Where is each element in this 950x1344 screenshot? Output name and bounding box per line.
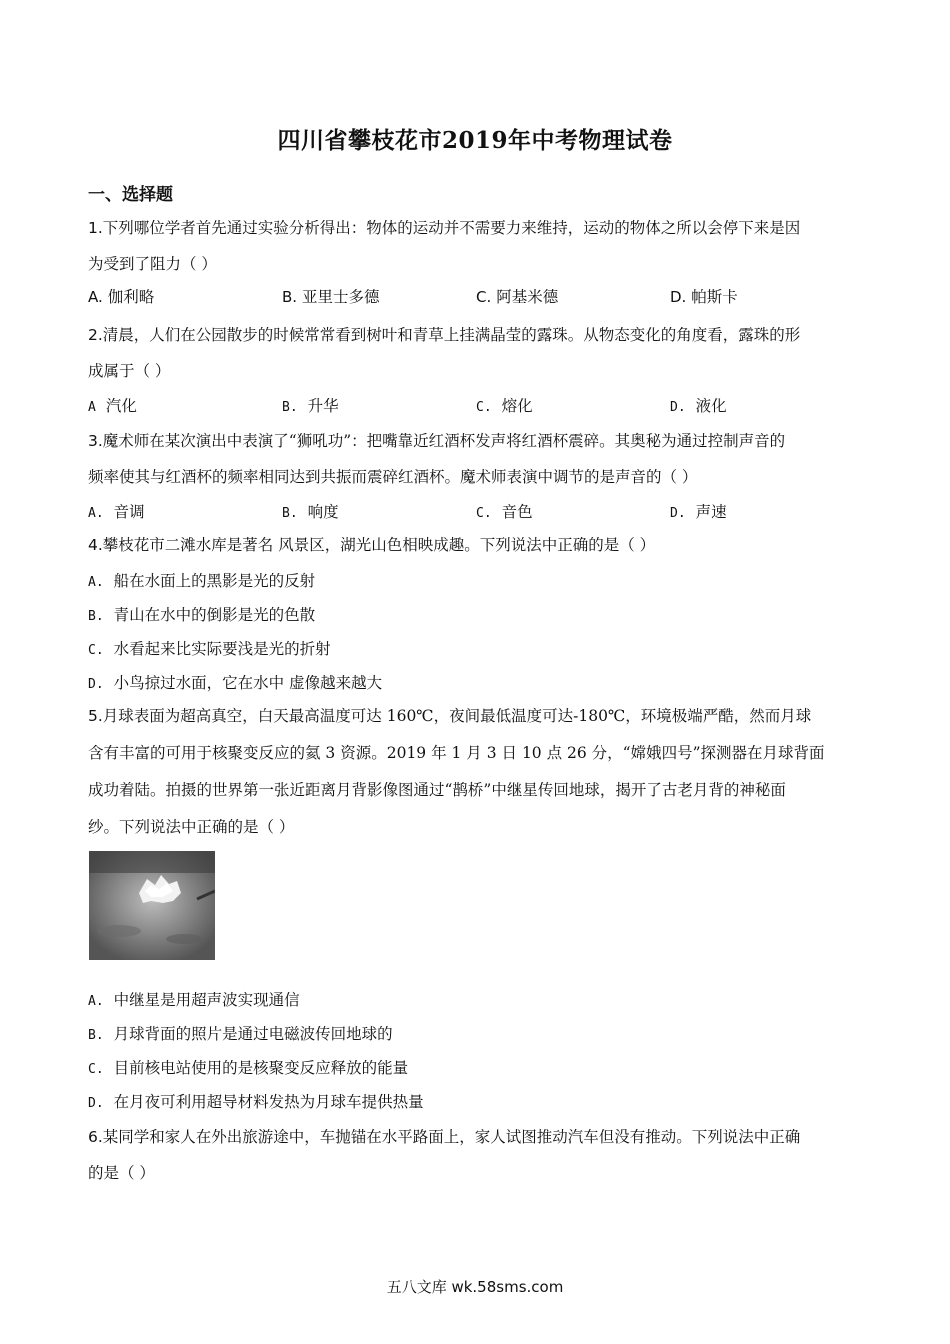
options-row (88, 500, 868, 526)
option-b[interactable]: B. 青山在水中的倒影是光的色散 (88, 606, 316, 624)
question-text: 攀枝花市二滩水库是著名 风景区，湖光山色相映成趣。下列说法中正确的是（ ） (102, 536, 656, 554)
question-number: 5. (88, 707, 103, 725)
option-b[interactable]: B. 响度 (282, 503, 339, 521)
question-text: 成属于（ ） (88, 362, 171, 380)
moon-far-side-photo (89, 851, 215, 960)
option-a[interactable]: A. 船在水面上的黑影是光的反射 (88, 572, 316, 590)
question-1 (88, 210, 868, 282)
question-text: 为受到了阻力（ ） (88, 255, 217, 273)
question-text: 某同学和家人在外出旅游途中，车抛锚在水平路面上，家人试图推动汽车但没有推动。下列说法中正确 (102, 1128, 801, 1146)
option-b[interactable]: B. 月球背面的照片是通过电磁波传回地球的 (88, 1025, 393, 1043)
question-number: 1. (88, 219, 103, 237)
options-row (88, 285, 868, 311)
question-number: 4. (88, 536, 103, 554)
question-text: 下列哪位学者首先通过实验分析得出：物体的运动并不需要力来维持，运动的物体之所以会停下来是因 (102, 219, 801, 237)
option-d[interactable]: D. 在月夜可利用超导材料发热为月球车提供热量 (88, 1093, 424, 1111)
question-text: 魔术师在某次演出中表演了“狮吼功”：把嘴靠近红酒杯发声将红酒杯震碎。其奥秘为通过控制声音的 (102, 432, 786, 450)
question-text: 清晨，人们在公园散步的时候常常看到树叶和青草上挂满晶莹的露珠。从物态变化的角度看，露珠的形 (102, 326, 801, 344)
option-c[interactable]: C. 阿基米德 (476, 288, 559, 306)
options-row (88, 394, 868, 420)
option-c[interactable]: C. 熔化 (476, 397, 533, 415)
option-d[interactable]: D. 小鸟掠过水面，它在水中 虚像越来越大 (88, 674, 383, 692)
footer-watermark: 五八文库 wk.58sms.com (386, 1278, 564, 1296)
question-5 (88, 698, 868, 846)
question-6 (88, 1119, 868, 1191)
question-3 (88, 423, 868, 495)
section-heading: 一、选择题 (88, 185, 173, 205)
option-d[interactable]: D. 液化 (670, 397, 727, 415)
question-text: 成功着陆。拍摄的世界第一张近距离月背影像图通过“鹊桥”中继星传回地球，揭开了古老月背的神秘面 (88, 781, 786, 799)
option-b[interactable]: B. 亚里士多德 (282, 288, 380, 306)
option-d[interactable]: D. 帕斯卡 (670, 288, 738, 306)
option-c[interactable]: C. 音色 (476, 503, 533, 521)
option-a[interactable]: A. 音调 (88, 503, 145, 521)
question-4 (88, 527, 868, 563)
page-title: 四川省攀枝花市2019年中考物理试卷 (277, 127, 673, 154)
question-text: 的是（ ） (88, 1164, 155, 1182)
option-a[interactable]: A 汽化 (88, 397, 137, 415)
option-d[interactable]: D. 声速 (670, 503, 727, 521)
question-text: 月球表面为超高真空，白天最高温度可达 160℃，夜间最低温度可达-180℃，环境极端严酷，然而月球 (102, 707, 812, 725)
option-a[interactable]: A. 伽利略 (88, 288, 155, 306)
question-text: 频率使其与红酒杯的频率相同达到共振而震碎红酒杯。魔术师表演中调节的是声音的（ ） (88, 468, 698, 486)
option-a[interactable]: A. 中继星是用超声波实现通信 (88, 991, 300, 1009)
option-c[interactable]: C. 水看起来比实际要浅是光的折射 (88, 640, 331, 658)
question-2 (88, 317, 868, 389)
question-number: 2. (88, 326, 103, 344)
question-number: 3. (88, 432, 103, 450)
option-b[interactable]: B. 升华 (282, 397, 339, 415)
question-text: 含有丰富的可用于核聚变反应的氦 3 资源。2019 年 1 月 3 日 10 点 26 分，“嫦娥四号”探测器在月球背面 (88, 744, 825, 762)
question-text: 纱。下列说法中正确的是（ ） (88, 818, 295, 836)
option-c[interactable]: C. 目前核电站使用的是核聚变反应释放的能量 (88, 1059, 409, 1077)
question-number: 6. (88, 1128, 103, 1146)
